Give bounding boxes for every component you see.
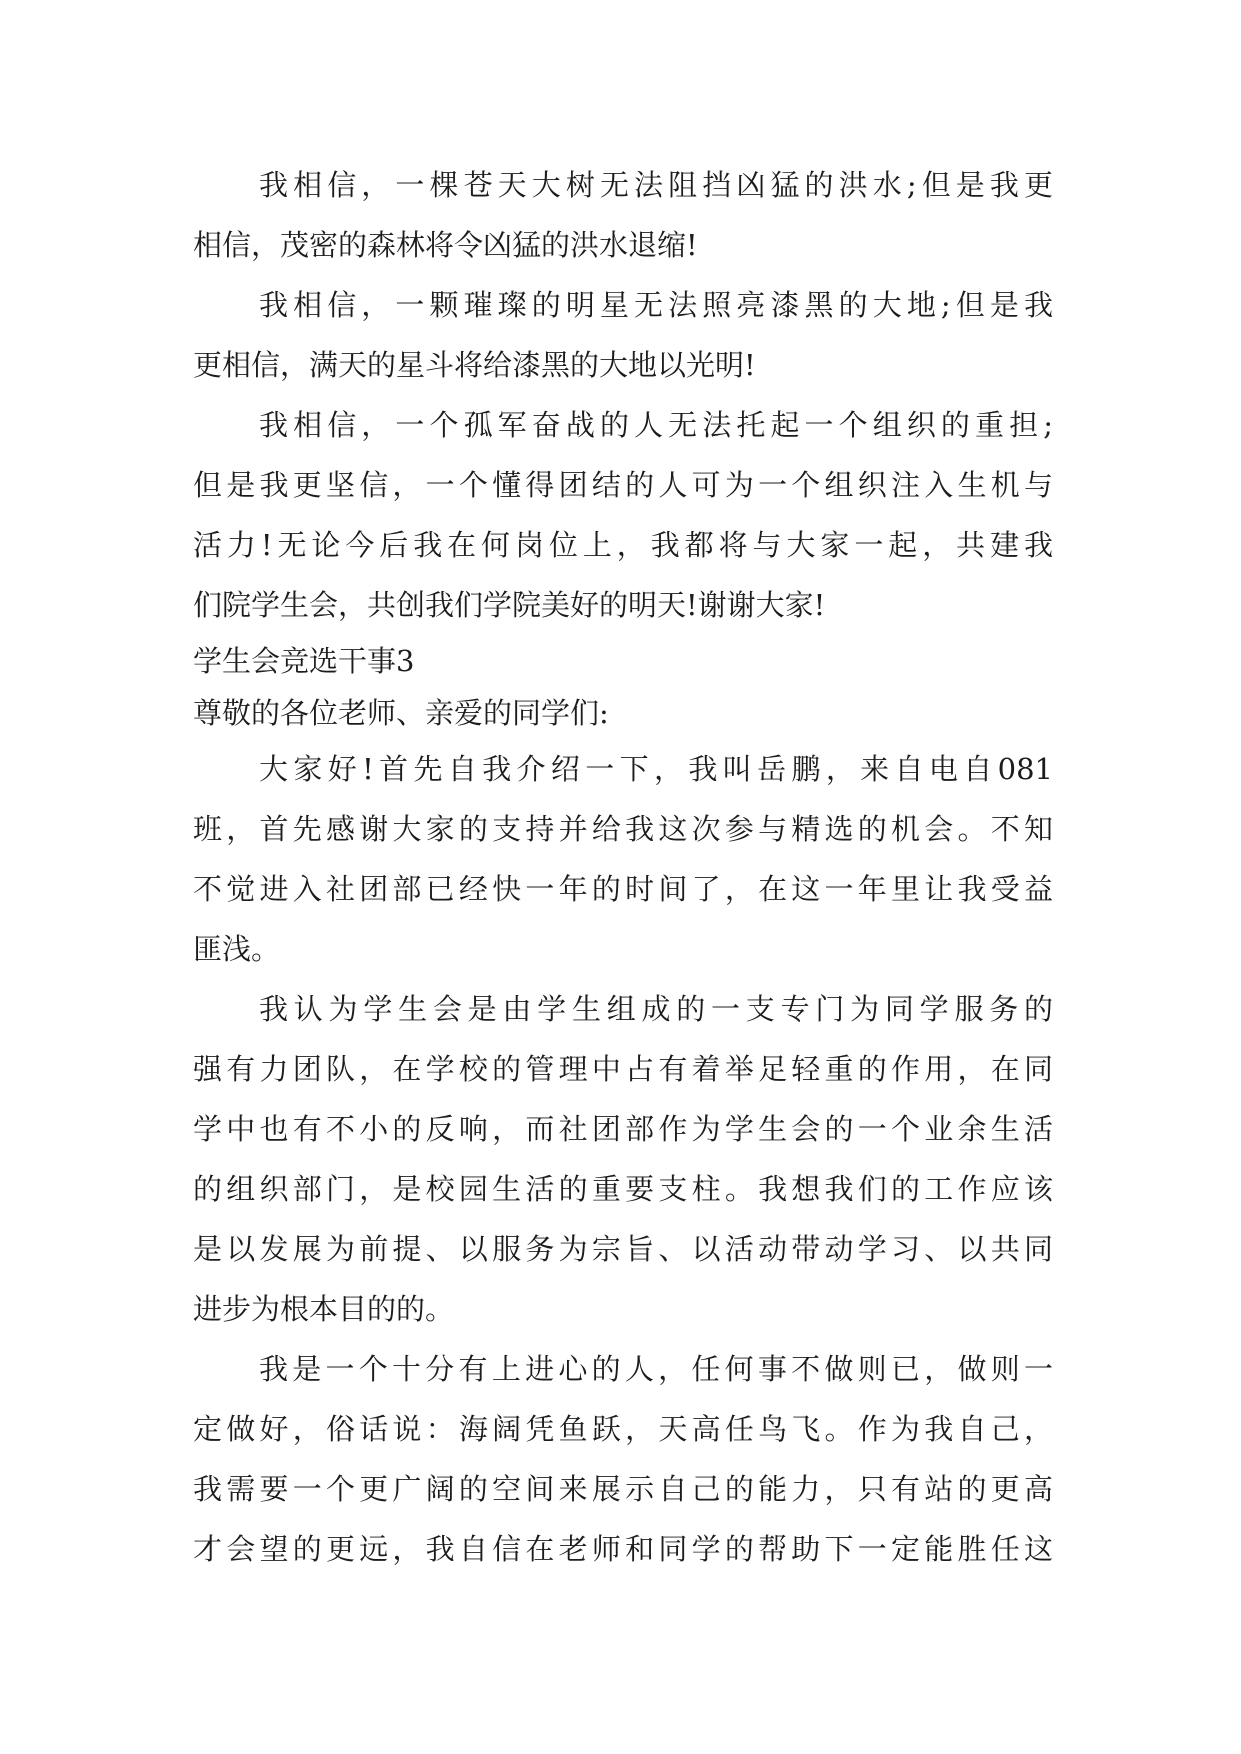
paragraph [193, 739, 1053, 979]
paragraph [193, 979, 1053, 1339]
paragraph [193, 395, 1053, 635]
text-line: 不觉进入社团部已经快一年的时间了，在这一年里让我受益 [193, 872, 1053, 906]
paragraph [193, 155, 1053, 275]
text-line: 我相信，一棵苍天大树无法阻挡凶猛的洪水;但是我更 [259, 168, 1053, 202]
text-line: 班，首先感谢大家的支持并给我这次参与精选的机会。不知 [193, 812, 1053, 846]
text-line: 我是一个十分有上进心的人，任何事不做则已，做则一 [259, 1352, 1053, 1386]
document-body [193, 155, 1053, 1579]
text-line: 才会望的更远，我自信在老师和同学的帮助下一定能胜任这 [193, 1532, 1053, 1566]
text-line: 大家好!首先自我介绍一下，我叫岳鹏，来自电自081 [259, 752, 1053, 786]
text-line: 学中也有不小的反响，而社团部作为学生会的一个业余生活 [193, 1112, 1053, 1146]
text-line: 进步为根本目的的。 [193, 1292, 455, 1326]
text-line: 们院学生会，共创我们学院美好的明天!谢谢大家! [193, 588, 826, 622]
text-line: 我相信，一个孤军奋战的人无法托起一个组织的重担; [259, 408, 1053, 442]
text-line: 定做好，俗话说：海阔凭鱼跃，天高任鸟飞。作为我自己， [193, 1412, 1053, 1446]
text-line: 我认为学生会是由学生组成的一支专门为同学服务的 [259, 992, 1053, 1026]
section-title: 学生会竞选干事3 [193, 644, 415, 678]
paragraph [193, 1339, 1053, 1579]
paragraph [193, 275, 1053, 395]
text-line: 活力!无论今后我在何岗位上，我都将与大家一起，共建我 [193, 528, 1053, 562]
text-line: 我相信，一颗璀璨的明星无法照亮漆黑的大地;但是我 [259, 288, 1053, 322]
text-line: 是以发展为前提、以服务为宗旨、以活动带动学习、以共同 [193, 1232, 1053, 1266]
text-line: 但是我更坚信，一个懂得团结的人可为一个组织注入生机与 [193, 468, 1053, 502]
text-line: 我需要一个更广阔的空间来展示自己的能力，只有站的更高 [193, 1472, 1053, 1506]
text-line: 匪浅。 [193, 932, 281, 966]
text-line: 相信，茂密的森林将令凶猛的洪水退缩! [193, 228, 698, 262]
text-line: 强有力团队，在学校的管理中占有着举足轻重的作用，在同 [193, 1052, 1053, 1086]
text-line: 更相信，满天的星斗将给漆黑的大地以光明! [193, 348, 756, 382]
salutation: 尊敬的各位老师、亲爱的同学们: [193, 696, 609, 730]
text-line: 的组织部门，是校园生活的重要支柱。我想我们的工作应该 [193, 1172, 1053, 1206]
